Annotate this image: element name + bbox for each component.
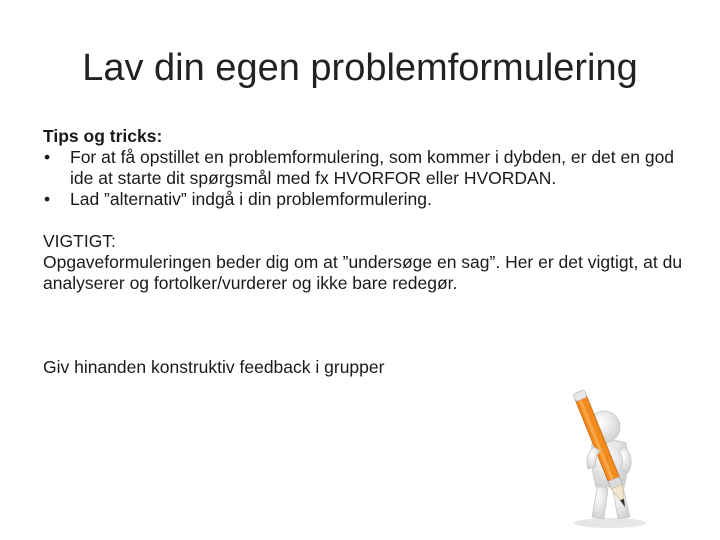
list-item: [43, 189, 693, 210]
slide-body: [43, 126, 693, 378]
bullet-text: For at få opstillet en problemformulering, som kommer i dybden, er det en god ide at starte dit spørgsmål med fx HVORFOR eller HVORDAN.: [70, 147, 675, 188]
list-item: [43, 147, 693, 189]
bullet-text: Lad ”alternativ” indgå i din problemformulering.: [70, 189, 432, 209]
tips-heading: Tips og tricks:: [43, 126, 163, 146]
bullet-icon: •: [44, 147, 51, 167]
bullet-icon: •: [44, 189, 51, 209]
important-text: Opgaveformuleringen beder dig om at ”undersøge en sag”. Her er det vigtigt, at du analyserer og fortolker/vurderer og ikke bare redegør.: [43, 252, 683, 293]
spacer: [43, 210, 693, 231]
slide-title: Lav din egen problemformulering: [82, 47, 638, 89]
figure-with-pencil-icon: [554, 385, 674, 530]
spacer: [43, 336, 693, 357]
spacer: [43, 294, 693, 336]
feedback-text: Giv hinanden konstruktiv feedback i grupper: [43, 357, 385, 377]
tips-list: [43, 147, 693, 210]
important-heading: VIGTIGT:: [43, 231, 116, 251]
